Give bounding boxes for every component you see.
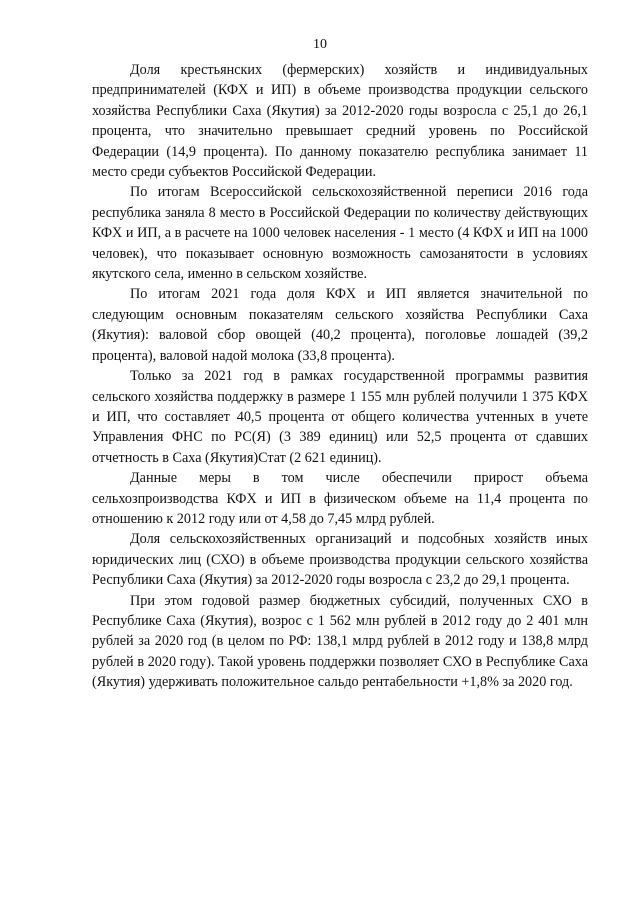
document-body xyxy=(92,60,588,693)
page-number: 10 xyxy=(313,37,327,52)
paragraph-sho-share: Доля сельскохозяйственных организаций и подсобных хозяйств иных юридических лиц (СХО) в объеме производства продукции сельского хозяйства Республики Саха (Якутия) за 2012-2020 годы возросла с 23,2 до 29,1 процента. xyxy=(92,531,588,589)
paragraph-kfh-share: Доля крестьянских (фермерских) хозяйств и индивидуальных предпринимателей (КФХ и ИП) в объеме производства продукции сельского хозяйства Республики Саха (Якутия) за 2012-2020 годы возросла с 25,1 до 26,1 процента, что значительно превышает средний уровень по Российской Федерации (14,9 процента). По данному показателю республика занимает 11 место среди субъектов Российской Федерации. xyxy=(92,62,588,181)
paragraph-2021-support: Только за 2021 год в рамках государственной программы развития сельского хозяйства поддержку в размере 1 155 млн рублей получили 1 375 КФХ и ИП, что составляет 40,5 процента от общего количества учтенных в учете Управления ФНС по РС(Я) (3 389 единиц) или 52,5 процента от сдавших отчетность в Саха (Якутия)Стат (2 621 единиц). xyxy=(92,368,588,466)
paragraph-census-2016: По итогам Всероссийской сельскохозяйственной переписи 2016 года республика заняла 8 место в Российской Федерации по количеству действующих КФХ и ИП, а в расчете на 1000 человек населения - 1 место (4 КФХ и ИП на 1000 человек), что показывает основную возможность самозанятости в условиях якутского села, именно в сельском хозяйстве. xyxy=(92,184,588,283)
paragraph-budget-subsidies: При этом годовой размер бюджетных субсидий, полученных СХО в Республике Саха (Якутия), возрос с 1 562 млн рублей в 2012 году до 2 401 млн рублей за 2020 год (в целом по РФ: 138,1 млрд рублей в 2012 году и 138,8 млрд рублей в 2020 году). Такой уровень поддержки позволяет СХО в Республике Саха (Якутия) удерживать положительное сальдо рентабельности +1,8% за 2020 год. xyxy=(92,592,588,691)
paragraph-2021-indicators: По итогам 2021 года доля КФХ и ИП является значительной по следующим основным показателям сельского хозяйства Республики Саха (Якутия): валовой сбор овощей (40,2 процента), поголовье лошадей (39,2 процента), валовой надой молока (33,8 процента). xyxy=(92,286,588,364)
paragraph-production-growth: Данные меры в том числе обеспечили прирост объема сельхозпроизводства КФХ и ИП в физическом объеме на 11,4 процента по отношению к 2012 году или от 4,58 до 7,45 млрд рублей. xyxy=(92,470,588,527)
